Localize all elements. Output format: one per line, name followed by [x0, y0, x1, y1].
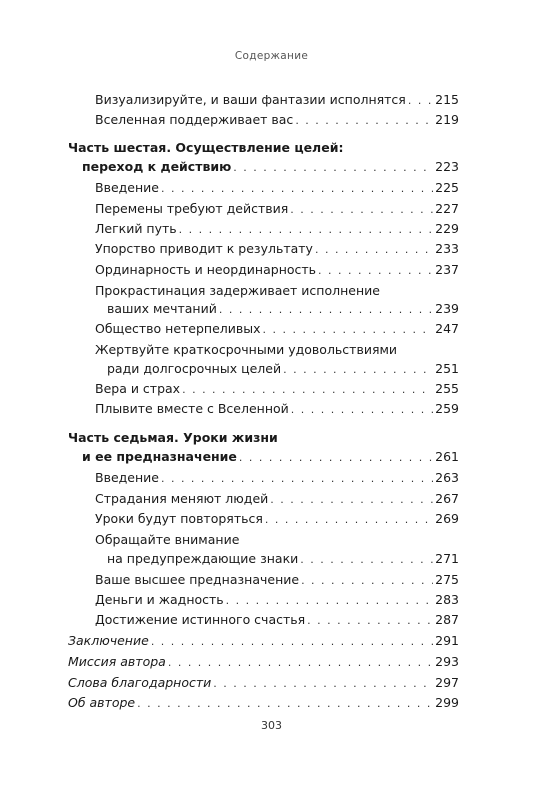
toc-entry-title: Ординарность и неординарность: [95, 262, 317, 277]
toc-entry-page: 229: [435, 221, 459, 236]
dot-leader: [168, 655, 433, 671]
toc-entry[interactable]: [95, 112, 459, 129]
toc-entry-page: 251: [435, 361, 459, 376]
toc-entry-page: 261: [435, 449, 459, 464]
toc-entry-page: 237: [435, 262, 459, 277]
toc-entry-title: Упорство приводит к результату: [95, 241, 313, 256]
toc-entry-page: 263: [435, 470, 459, 485]
toc-entry-title: Перемены требуют действия: [95, 201, 289, 216]
toc-entry[interactable]: [95, 262, 459, 279]
part-heading-entry[interactable]: [82, 159, 459, 176]
dot-leader: [179, 222, 433, 238]
toc-entry[interactable]: [95, 572, 459, 589]
dot-leader: [408, 93, 433, 109]
dot-leader: [300, 552, 433, 568]
toc-entry-page: 299: [435, 695, 459, 710]
toc-entry-page: 247: [435, 321, 459, 336]
toc-entry-page: 239: [435, 301, 459, 316]
toc-entry-title: Вера и страх: [95, 381, 181, 396]
dot-leader: [265, 512, 433, 528]
toc-entry[interactable]: [95, 92, 459, 109]
toc-entry[interactable]: [95, 241, 459, 258]
toc-entry-page: 215: [435, 92, 459, 107]
page-number: 303: [261, 719, 282, 732]
dot-leader: [233, 160, 433, 176]
toc-entry-page: 291: [435, 633, 459, 648]
toc-entry[interactable]: [68, 675, 459, 692]
part-heading-line1: Часть седьмая. Уроки жизни: [68, 430, 278, 445]
toc-entry[interactable]: [95, 470, 459, 487]
dot-leader: [239, 450, 433, 466]
dot-leader: [283, 362, 433, 378]
toc-entry[interactable]: [95, 180, 459, 197]
toc-entry-title-line1: Прокрастинация задерживает исполнение: [95, 283, 380, 298]
toc-entry[interactable]: [107, 361, 459, 378]
dot-leader: [182, 382, 433, 398]
toc-entry-title: Заключение: [68, 633, 149, 648]
toc-entry-page: 297: [435, 675, 459, 690]
toc-entry-title: Вселенная поддерживает вас: [95, 112, 294, 127]
dot-leader: [291, 402, 433, 418]
toc-entry[interactable]: [95, 612, 459, 629]
toc-entry-page: 219: [435, 112, 459, 127]
dot-leader: [161, 471, 433, 487]
toc-entry-title: Плывите вместе с Вселенной: [95, 401, 289, 416]
toc-entry-title: ваших мечтаний: [107, 301, 217, 316]
dot-leader: [290, 202, 433, 218]
dot-leader: [161, 181, 433, 197]
toc-entry-title: на предупреждающие знаки: [107, 551, 299, 566]
toc-entry-title: Слова благодарности: [68, 675, 212, 690]
toc-entry[interactable]: [68, 633, 459, 650]
toc-entry-title: Введение: [95, 180, 159, 195]
toc-entry[interactable]: [95, 401, 459, 418]
toc-entry-title: переход к действию: [82, 159, 232, 174]
toc-entry-title: Визуализируйте, и ваши фантазии исполнятся: [95, 92, 406, 107]
toc-entry-page: 275: [435, 572, 459, 587]
toc-entry-title-line1: Обращайте внимание: [95, 532, 240, 547]
toc-entry-title: Общество нетерпеливых: [95, 321, 261, 336]
dot-leader: [307, 613, 433, 629]
toc-entry-title: Введение: [95, 470, 159, 485]
toc-entry-title: Легкий путь: [95, 221, 177, 236]
toc-entry[interactable]: [95, 511, 459, 528]
toc-entry[interactable]: [68, 695, 459, 712]
part-heading-line1: Часть шестая. Осуществление целей:: [68, 140, 344, 155]
dot-leader: [301, 573, 433, 589]
toc-entry-page: 283: [435, 592, 459, 607]
toc-entry-title: Ваше высшее предназначение: [95, 572, 300, 587]
toc-entry-title: Страдания меняют людей: [95, 491, 269, 506]
dot-leader: [213, 676, 433, 692]
toc-entry-page: 271: [435, 551, 459, 566]
toc-entry-page: 267: [435, 491, 459, 506]
toc-entry-title: Миссия автора: [68, 654, 166, 669]
toc-entry-page: 233: [435, 241, 459, 256]
dot-leader: [318, 263, 433, 279]
toc-entry[interactable]: [107, 301, 459, 318]
dot-leader: [315, 242, 433, 258]
dot-leader: [226, 593, 433, 609]
toc-entry[interactable]: [95, 491, 459, 508]
toc-entry[interactable]: [95, 592, 459, 609]
toc-entry-title: ради долгосрочных целей: [107, 361, 282, 376]
running-header: Содержание: [234, 50, 309, 62]
toc-entry[interactable]: [95, 321, 459, 338]
toc-entry[interactable]: [95, 201, 459, 218]
toc-entry-page: 269: [435, 511, 459, 526]
toc-entry[interactable]: [95, 221, 459, 238]
toc-entry-title-line1: Жертвуйте краткосрочными удовольствиями: [95, 342, 398, 357]
toc-entry-page: 259: [435, 401, 459, 416]
toc-entry-title: Об авторе: [68, 695, 136, 710]
toc-entry[interactable]: [68, 654, 459, 671]
toc-entry[interactable]: [107, 551, 459, 568]
dot-leader: [295, 113, 433, 129]
part-heading-entry[interactable]: [82, 449, 459, 466]
toc-entry-title: Деньги и жадность: [95, 592, 224, 607]
toc-entry-page: 225: [435, 180, 459, 195]
toc-entry-page: 287: [435, 612, 459, 627]
toc-entry-title: Уроки будут повторяться: [95, 511, 263, 526]
dot-leader: [270, 492, 433, 508]
dot-leader: [151, 634, 433, 650]
dot-leader: [137, 696, 433, 712]
toc-entry-page: 223: [435, 159, 459, 174]
toc-entry-page: 293: [435, 654, 459, 669]
dot-leader: [219, 302, 433, 318]
toc-entry-page: 255: [435, 381, 459, 396]
toc-entry[interactable]: [95, 381, 459, 398]
toc-entry-title: Достижение истинного счастья: [95, 612, 306, 627]
toc-entry-page: 227: [435, 201, 459, 216]
toc-entry-title: и ее предназначение: [82, 449, 237, 464]
dot-leader: [263, 322, 434, 338]
